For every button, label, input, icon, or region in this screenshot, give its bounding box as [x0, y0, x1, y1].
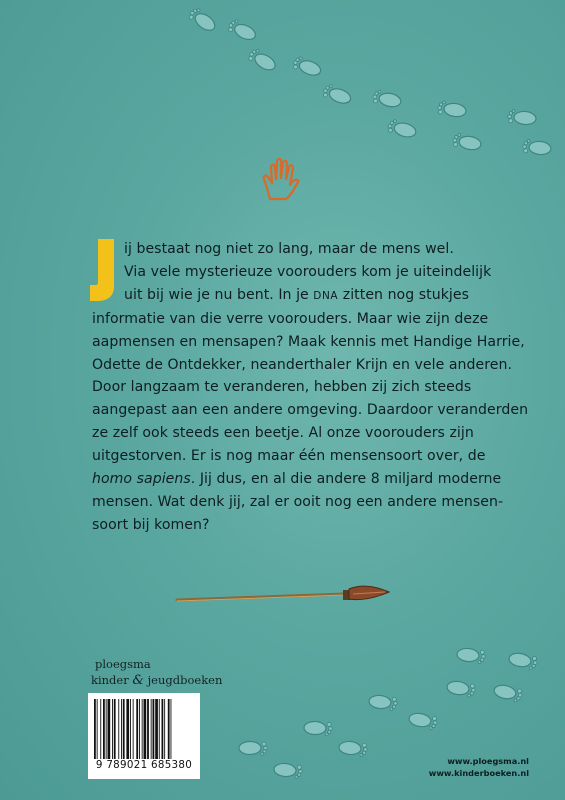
blurb-line: mensen. Wat denk jij, zal er ooit nog een andere mensen- — [92, 493, 504, 510]
drop-cap-j-icon — [88, 237, 116, 303]
blurb-line: soort bij komen? — [92, 516, 210, 533]
drop-cap-letter — [88, 237, 116, 303]
blurb-line: homo sapiens. Jij dus, en al die andere 8 miljard moderne — [92, 471, 502, 488]
blurb-line: Odette de Ontdekker, neanderthaler Krijn en vele anderen. — [92, 356, 513, 373]
websites — [429, 755, 529, 779]
homo-sapiens-italic: homo sapiens — [92, 471, 191, 488]
blurb-line: aapmensen en mensapen? Maak kennis met Handige Harrie, — [92, 333, 525, 350]
ampersand-icon: & — [132, 673, 144, 688]
dna-smallcaps: DNA — [313, 289, 339, 302]
blurb-line: Door langzaam te veranderen, hebben zij zich steeds — [92, 379, 472, 396]
hand-icon — [262, 155, 302, 205]
blurb-line: uitgestorven. Er is nog maar één mensensoort over, de — [92, 448, 486, 465]
publisher-name: ploegsma — [95, 657, 151, 671]
blurb-text — [92, 238, 529, 537]
blurb-line: ze zelf ook steeds een beetje. Al onze voorouders zijn — [92, 425, 474, 442]
isbn-number: 9 789021 685380 — [95, 759, 193, 771]
publisher-subline: kinder & jeugdboeken — [91, 673, 223, 688]
barcode — [88, 693, 200, 779]
blurb-line: informatie van die verre voorouders. Maar wie zijn deze — [92, 310, 489, 327]
website-link[interactable]: www.ploegsma.nl — [447, 756, 529, 766]
blurb-line: ij bestaat nog niet zo lang, maar de mens wel. — [124, 241, 454, 257]
website-link[interactable]: www.kinderboeken.nl — [428, 768, 529, 778]
blurb-line: Via vele mysterieuze voorouders kom je uiteindelijk — [124, 263, 492, 280]
publisher-logo — [91, 656, 222, 689]
blurb-line: uit bij wie je nu bent. In je DNA zitten nog stukjes — [124, 286, 469, 303]
spear-icon — [175, 580, 395, 614]
blurb-line: aangepast aan een andere omgeving. Daardoor veranderden — [92, 402, 529, 419]
barcode-bars-icon — [94, 699, 194, 759]
